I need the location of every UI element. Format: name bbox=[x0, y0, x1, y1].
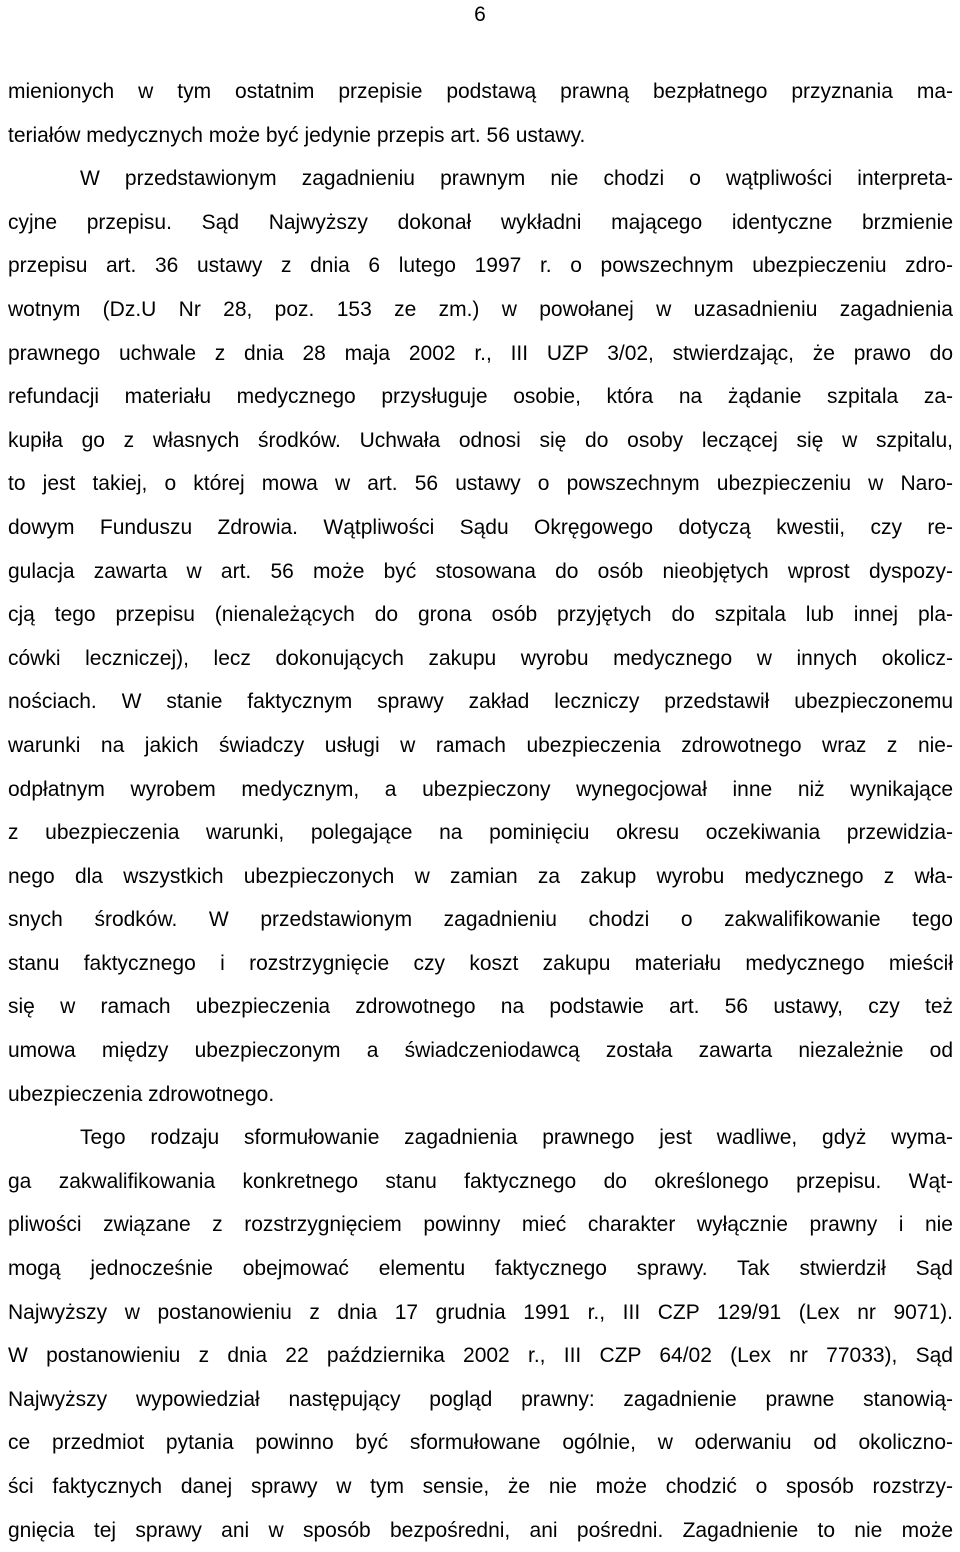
text-line: to jest takiej, o której mowa w art. 56 ustawy o powszechnym ubezpieczeniu w Naro- bbox=[8, 472, 953, 496]
page-number: 6 bbox=[474, 3, 486, 26]
text-line: nościach. W stanie faktycznym sprawy zakład leczniczy przedstawił ubezpieczonemu bbox=[8, 690, 953, 714]
text-line: gnięcia tej sprawy ani w sposób bezpośredni, ani pośredni. Zagadnienie to nie może bbox=[8, 1518, 953, 1542]
text-line: stanu faktycznego i rozstrzygnięcie czy koszt zakupu materiału medycznego mieścił bbox=[8, 951, 953, 975]
text-line: dowym Funduszu Zdrowia. Wątpliwości Sądu Okręgowego dotyczą kwestii, czy re- bbox=[8, 515, 953, 539]
text-line: z ubezpieczenia warunki, polegające na pominięciu okresu oczekiwania przewidzia- bbox=[8, 821, 953, 845]
text-line: W przedstawionym zagadnieniu prawnym nie chodzi o wątpliwości interpreta- bbox=[80, 167, 953, 191]
text-line: umowa między ubezpieczonym a świadczeniodawcą została zawarta niezależnie od bbox=[8, 1039, 953, 1063]
text-line: odpłatnym wyrobem medycznym, a ubezpieczony wynegocjował inne niż wynikające bbox=[8, 777, 953, 801]
text-line: kupiła go z własnych środków. Uchwała odnosi się do osoby leczącej się w szpitalu, bbox=[8, 428, 953, 452]
text-line: cówki leczniczej), lecz dokonujących zakupu wyrobu medycznego w innych okolicz- bbox=[8, 646, 953, 670]
text-line: Najwyższy wypowiedział następujący pogląd prawny: zagadnienie prawne stanowią- bbox=[8, 1387, 953, 1411]
text-line: wotnym (Dz.U Nr 28, poz. 153 ze zm.) w powołanej w uzasadnieniu zagadnienia bbox=[8, 297, 953, 321]
text-line: nego dla wszystkich ubezpieczonych w zamian za zakup wyrobu medycznego z wła- bbox=[8, 864, 953, 888]
text-line: teriałów medycznych może być jedynie przepis art. 56 ustawy. bbox=[8, 123, 586, 147]
body-text bbox=[8, 70, 953, 1552]
text-line: ści faktycznych danej sprawy w tym sensie, że nie może chodzić o sposób rozstrzy- bbox=[8, 1475, 953, 1498]
text-line: pliwości związane z rozstrzygnięciem powinny mieć charakter wyłącznie prawny i nie bbox=[8, 1213, 953, 1237]
text-line: refundacji materiału medycznego przysługuje osobie, która na żądanie szpitala za- bbox=[8, 385, 953, 409]
text-line: mogą jednocześnie obejmować elementu faktycznego sprawy. Tak stwierdził Sąd bbox=[8, 1257, 953, 1281]
text-line: gulacja zawarta w art. 56 może być stosowana do osób nieobjętych wprost dyspozy- bbox=[8, 559, 953, 583]
text-line: Tego rodzaju sformułowanie zagadnienia prawnego jest wadliwe, gdyż wyma- bbox=[80, 1126, 953, 1150]
text-line: prawnego uchwale z dnia 28 maja 2002 r., III UZP 3/02, stwierdzając, że prawo do bbox=[8, 341, 953, 365]
text-line: Najwyższy w postanowieniu z dnia 17 grudnia 1991 r., III CZP 129/91 (Lex nr 9071). bbox=[8, 1300, 953, 1324]
text-line: przepisu art. 36 ustawy z dnia 6 lutego 1997 r. o powszechnym ubezpieczeniu zdro- bbox=[8, 254, 953, 278]
text-line: się w ramach ubezpieczenia zdrowotnego na podstawie art. 56 ustawy, czy też bbox=[8, 995, 953, 1019]
text-line: cją tego przepisu (nienależących do grona osób przyjętych do szpitala lub innej pla- bbox=[8, 603, 953, 627]
text-line: ga zakwalifikowania konkretnego stanu faktycznego do określonego przepisu. Wąt- bbox=[8, 1169, 953, 1193]
text-line: warunki na jakich świadczy usługi w ramach ubezpieczenia zdrowotnego wraz z nie- bbox=[8, 733, 953, 757]
text-line: W postanowieniu z dnia 22 października 2002 r., III CZP 64/02 (Lex nr 77033), Sąd bbox=[8, 1344, 953, 1368]
text-line: mienionych w tym ostatnim przepisie podstawą prawną bezpłatnego przyznania ma- bbox=[8, 80, 953, 103]
text-line: ce przedmiot pytania powinno być sformułowane ogólnie, w oderwaniu od okoliczno- bbox=[8, 1431, 953, 1455]
text-line: snych środków. W przedstawionym zagadnieniu chodzi o zakwalifikowanie tego bbox=[8, 908, 953, 932]
text-line: ubezpieczenia zdrowotnego. bbox=[8, 1082, 275, 1106]
text-line: cyjne przepisu. Sąd Najwyższy dokonał wykładni mającego identyczne brzmienie bbox=[8, 210, 953, 234]
